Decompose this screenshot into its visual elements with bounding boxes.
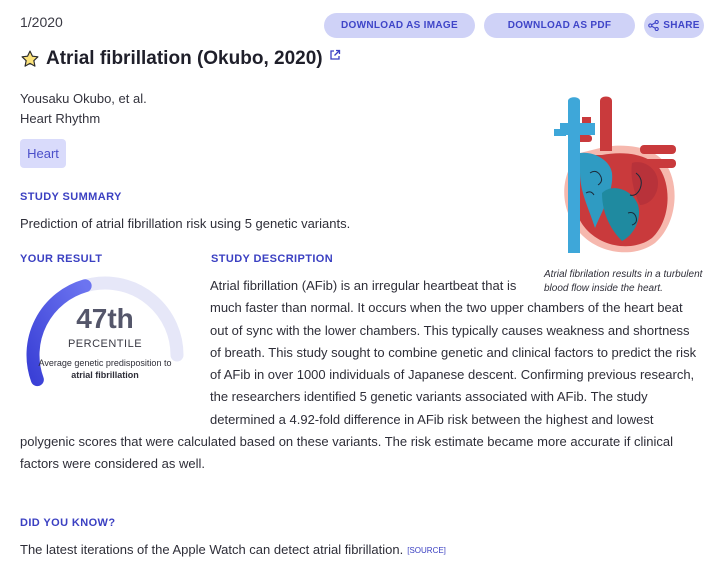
category-tag[interactable]: Heart <box>20 139 66 168</box>
star-icon[interactable] <box>20 49 40 69</box>
page-title: Atrial fibrillation (Okubo, 2020) <box>46 48 323 69</box>
summary-text: Prediction of atrial fibrillation risk using 5 genetic variants. <box>20 216 351 231</box>
download-image-button[interactable] <box>324 13 475 38</box>
description-heading: STUDY DESCRIPTION <box>211 253 334 265</box>
percentile-gauge <box>20 275 190 405</box>
study-journal: Heart Rhythm <box>20 111 101 126</box>
percentile-unit: PERCENTILE <box>67 338 143 350</box>
share-button[interactable] <box>644 13 704 38</box>
study-counter: 1/2020 <box>20 14 63 30</box>
result-caption-text: Average genetic predisposition to <box>38 358 172 368</box>
figure-caption: Atrial fibrilation results in a turbulent blood flow inside the heart. <box>544 269 703 294</box>
download-pdf-button[interactable] <box>484 13 635 38</box>
result-caption <box>35 357 175 381</box>
percentile-value: 47th <box>76 303 134 334</box>
summary-heading: STUDY SUMMARY <box>20 191 122 203</box>
title-row <box>20 48 341 70</box>
did-you-know-body: The latest iterations of the Apple Watch can detect atrial fibrillation. <box>20 542 404 557</box>
heart-illustration <box>540 93 690 263</box>
did-you-know-heading: DID YOU KNOW? <box>20 517 116 529</box>
action-bar <box>324 13 704 38</box>
source-link[interactable]: [SOURCE] <box>407 546 446 555</box>
description-text: Atrial fibrillation (AFib) is an irregular heartbeat that is much faster than normal. It occurs when the two upper chambers of the heart beat out of sync with the lower chambers. This typically causes weakness and shortness of breath. This study sought to combine genetic and clinical factors to predict the risk of AFib in over 1000 individuals of Japanese descent. Confirming previous research, the researchers identified 5 genetic variants associated with AFib. The study determined a 4.92-fold difference in AFib risk between the highest and lowest polygenic scores that were calculated based on these variants. The risk estimate became more accurate if clinical factors were considered as well. <box>20 278 697 472</box>
external-link-icon[interactable] <box>329 49 341 61</box>
did-you-know-text <box>20 542 446 557</box>
share-label: SHARE <box>663 20 700 31</box>
download-pdf-label: DOWNLOAD AS PDF <box>507 20 612 31</box>
study-meta <box>20 89 147 129</box>
result-heading: YOUR RESULT <box>20 253 103 265</box>
study-authors: Yousaku Okubo, et al. <box>20 91 147 106</box>
result-caption-bold: atrial fibrillation <box>71 370 139 380</box>
download-image-label: DOWNLOAD AS IMAGE <box>341 20 458 31</box>
share-icon <box>648 20 659 31</box>
